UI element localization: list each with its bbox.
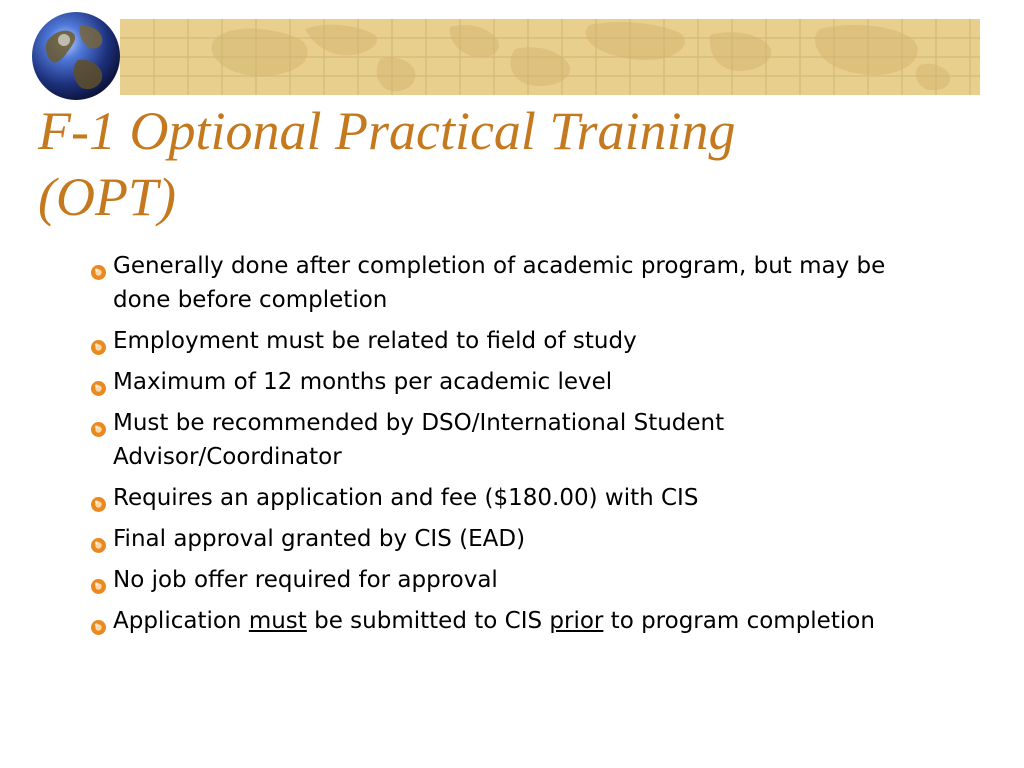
bullet-item-final-approval <box>88 522 918 556</box>
bullet-text-part: Application <box>113 608 249 634</box>
orange-bullet-icon <box>90 530 107 547</box>
orange-bullet-icon <box>90 257 107 274</box>
underlined-prior: prior <box>549 608 604 634</box>
slide-title <box>38 98 978 230</box>
bullet-text: Employment must be related to field of study <box>113 328 637 354</box>
bullet-item-application-fee <box>88 481 918 515</box>
bullet-text: Generally done after completion of academic program, but may be done before completion <box>113 253 886 313</box>
bullet-text: Final approval granted by CIS (EAD) <box>113 526 526 552</box>
slide-title-line2: (OPT) <box>38 167 176 227</box>
orange-bullet-icon <box>90 414 107 431</box>
world-map-banner <box>120 19 980 95</box>
bullet-item-recommended <box>88 406 918 474</box>
bullet-text-part: to program completion <box>603 608 875 634</box>
bullet-item-no-job-offer <box>88 563 918 597</box>
bullet-list <box>88 249 918 645</box>
globe-icon <box>30 10 122 102</box>
bullet-text <box>113 608 875 634</box>
orange-bullet-icon <box>90 373 107 390</box>
bullet-item-maximum <box>88 365 918 399</box>
orange-bullet-icon <box>90 489 107 506</box>
world-map-image <box>120 19 980 95</box>
bullet-text: Requires an application and fee ($180.00) with CIS <box>113 485 699 511</box>
bullet-text: Maximum of 12 months per academic level <box>113 369 613 395</box>
bullet-item-timing <box>88 249 918 317</box>
bullet-text-part: be submitted to CIS <box>306 608 550 634</box>
orange-bullet-icon <box>90 332 107 349</box>
bullet-item-submission-deadline <box>88 604 918 638</box>
slide-title-line1: F-1 Optional Practical Training <box>38 101 736 161</box>
bullet-text: Must be recommended by DSO/International Student Advisor/Coordinator <box>113 410 725 470</box>
underlined-must: must <box>248 608 307 634</box>
bullet-item-employment <box>88 324 918 358</box>
bullet-text: No job offer required for approval <box>113 567 498 593</box>
orange-bullet-icon <box>90 612 107 629</box>
orange-bullet-icon <box>90 571 107 588</box>
